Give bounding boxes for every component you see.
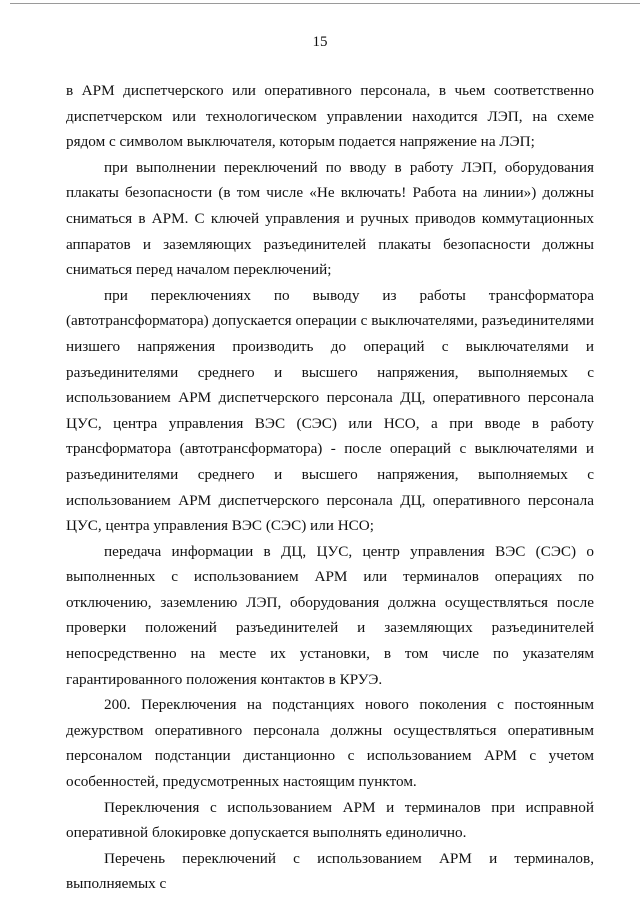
page-number: 15	[312, 34, 328, 50]
document-body	[66, 78, 594, 897]
paragraph-7: Перечень переключений с использованием АРМ и терминалов, выполняемых с	[66, 849, 594, 893]
paragraph-6: Переключения с использованием АРМ и терминалов при исправной оперативной блокировке допускается выполнять единолично.	[66, 798, 594, 842]
paragraph-1: в АРМ диспетчерского или оперативного персонала, в чьем соответственно диспетчерском или технологическом управлении находится ЛЭП, на схеме рядом с символом выключателя, которым подается напряжение на ЛЭП;	[66, 82, 594, 151]
paragraph-4: передача информации в ДЦ, ЦУС, центр управления ВЭС (СЭС) о выполненных с использованием АРМ или терминалов операциях по отключению, заземлению ЛЭП, оборудования должна осуществляться после проверки положений разъединителей и заземляющих разъединителей непосредственно на месте их установки, в том числе по указателям гарантированного положения контактов в КРУЭ.	[66, 542, 594, 688]
top-edge-line	[10, 3, 640, 4]
paragraph-3: при переключениях по выводу из работы трансформатора (автотрансформатора) допускается операции с выключателями, разъединителями низшего напряжения производить до операций с выключателями и разъединителями среднего и высшего напряжения, выполняемых с использованием АРМ диспетчерского персонала ДЦ, оперативного персонала ЦУС, центра управления ВЭС (СЭС) или НСО, а при вводе в работу трансформатора (автотрансформатора) - после операций с выключателями и разъединителями среднего и высшего напряжения, выполняемых с использованием АРМ диспетчерского персонала ДЦ, оперативного персонала ЦУС, центра управления ВЭС (СЭС) или НСО;	[66, 286, 594, 535]
paragraph-2: при выполнении переключений по вводу в работу ЛЭП, оборудования плакаты безопасности (в том числе «Не включать! Работа на линии») должны сниматься в АРМ. С ключей управления и ручных приводов коммутационных аппаратов и заземляющих разъединителей плакаты безопасности должны сниматься перед началом переключений;	[66, 158, 594, 279]
paragraph-5: 200. Переключения на подстанциях нового поколения с постоянным дежурством оперативного персонала должны осуществляться оперативным персоналом подстанции дистанционно с использованием АРМ с учетом особенностей, предусмотренных настоящим пунктом.	[66, 696, 594, 791]
